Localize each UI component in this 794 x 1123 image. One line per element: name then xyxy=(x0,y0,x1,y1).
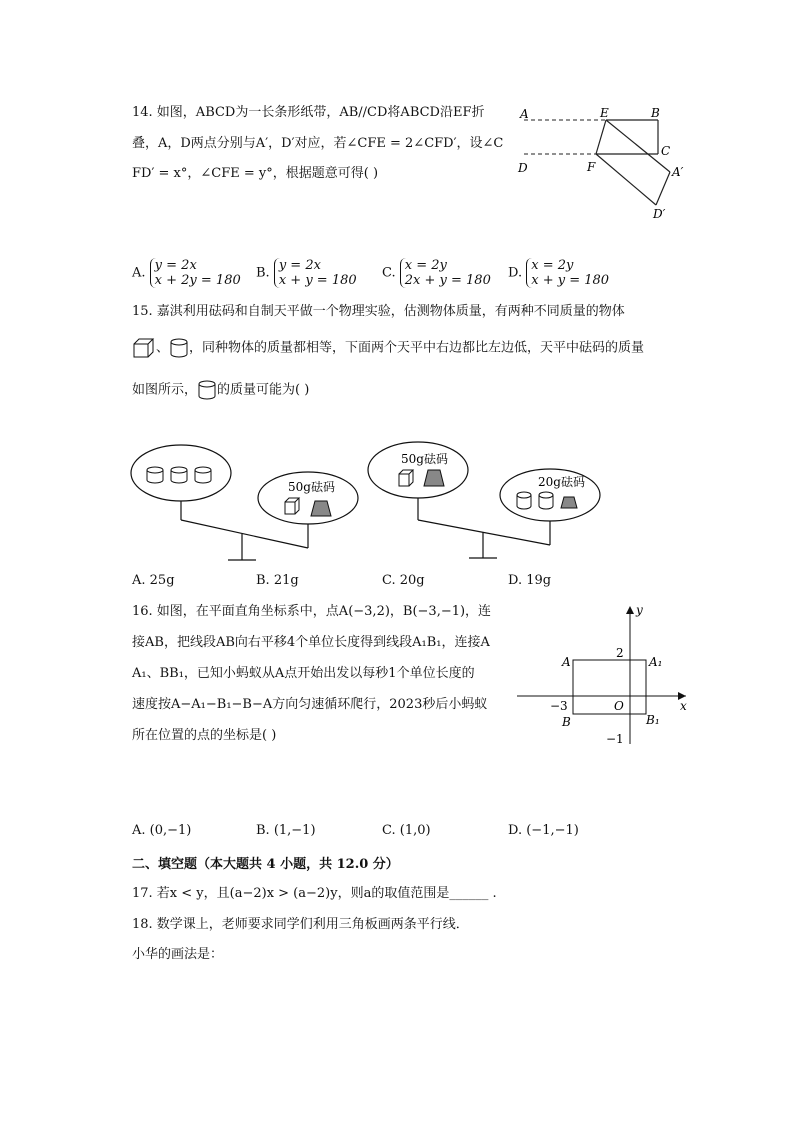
q15-line-3: 如图所示， 的质量可能为( ) xyxy=(132,380,309,402)
q14-label-d1: D′ xyxy=(653,207,666,221)
q15-line-1: 15. 嘉淇利用砝码和自制天平做一个物理实验，估测物体质量，有两种不同质量的物体 xyxy=(132,304,625,319)
tick-2-label: 2 xyxy=(616,646,624,660)
q14-figure xyxy=(510,100,700,229)
q18-text: 18. 数学课上，老师要求同学们利用三角板画两条平行线． xyxy=(132,917,469,932)
q14-line-2: 叠，A，D两点分别与A′，D′对应，若∠CFE = 2∠CFD′，设∠C xyxy=(132,136,504,151)
q14-option-a[interactable]: A. y = 2x x + 2y = 180 xyxy=(132,258,241,288)
q14-label-f: F xyxy=(587,160,596,174)
tick-neg1-label: −1 xyxy=(606,732,624,746)
q16-option-b[interactable]: B. (1,−1) xyxy=(256,823,316,838)
weight-label-2: 50g砝码 xyxy=(401,452,448,466)
q16-option-c[interactable]: C. (1,0) xyxy=(382,823,431,838)
x-axis-label: x xyxy=(680,699,687,713)
y-axis-label: y xyxy=(636,603,643,617)
q16-line-5: 所在位置的点的坐标是( ) xyxy=(132,728,277,743)
cylinder-icon xyxy=(197,380,217,400)
q14-label-a1: A′ xyxy=(672,165,684,179)
q15-balance-figure xyxy=(128,440,608,574)
tick-neg3-label: −3 xyxy=(550,699,568,713)
cube-icon xyxy=(132,338,156,358)
q15-option-c[interactable]: C. 20g xyxy=(382,573,425,588)
q16-coordinate-figure xyxy=(512,600,697,754)
q16-option-a[interactable]: A. (0,−1) xyxy=(132,823,192,838)
q17-text: 17. 若x < y，且(a−2)x > (a−2)y，则a的取值范围是______ . xyxy=(132,886,497,901)
point-a-label: A xyxy=(562,655,571,669)
q16-line-1: 16. 如图，在平面直角坐标系中，点A(−3,2)，B(−3,−1)，连 xyxy=(132,604,492,619)
q14-label-c: C xyxy=(661,144,671,158)
q15-option-a[interactable]: A. 25g xyxy=(132,573,175,588)
q16-line-2: 接AB，把线段AB向右平移4个单位长度得到线段A₁B₁，连接A xyxy=(132,635,490,650)
point-b1-label: B₁ xyxy=(646,713,660,727)
q14-label-b: B xyxy=(651,106,660,120)
cylinder-icon xyxy=(169,338,189,358)
section-heading: 二、填空题（本大题共 4 小题，共 12.0 分） xyxy=(132,857,399,872)
q16-option-d[interactable]: D. (−1,−1) xyxy=(508,823,579,838)
point-b-label: B xyxy=(562,715,571,729)
weight-label-1: 50g砝码 xyxy=(288,480,335,494)
q14-option-c[interactable]: C. x = 2y 2x + y = 180 xyxy=(382,258,491,288)
right-balance xyxy=(368,442,600,558)
q14-label-e: E xyxy=(600,106,609,120)
weight-label-3: 20g砝码 xyxy=(538,475,585,489)
q14-line-3: FD′ = x°，∠CFE = y°，根据题意可得( ) xyxy=(132,166,379,181)
left-balance xyxy=(131,445,358,560)
q15-line-2: 、 ，同种物体的质量都相等，下面两个天平中右边都比左边低，天平中砝码的质量 xyxy=(132,338,644,360)
q15-option-b[interactable]: B. 21g xyxy=(256,573,299,588)
q14-line-1: 14. 如图，ABCD为一长条形纸带，AB//CD将ABCD沿EF折 xyxy=(132,105,485,120)
q15-option-d[interactable]: D. 19g xyxy=(508,573,552,588)
point-a1-label: A₁ xyxy=(649,655,663,669)
origin-label: O xyxy=(614,699,624,713)
q16-line-4: 速度按A−A₁−B₁−B−A方向匀速循环爬行，2023秒后小蚂蚁 xyxy=(132,697,488,712)
q14-label-d: D xyxy=(518,161,528,175)
q16-line-3: A₁、BB₁，已知小蚂蚁从A点开始出发以每秒1个单位长度的 xyxy=(132,666,475,681)
q14-label-a: A xyxy=(520,107,529,121)
q14-option-d[interactable]: D. x = 2y x + y = 180 xyxy=(508,258,610,288)
q18-subtext: 小华的画法是： xyxy=(132,947,224,962)
q14-option-b[interactable]: B. y = 2x x + y = 180 xyxy=(256,258,357,288)
